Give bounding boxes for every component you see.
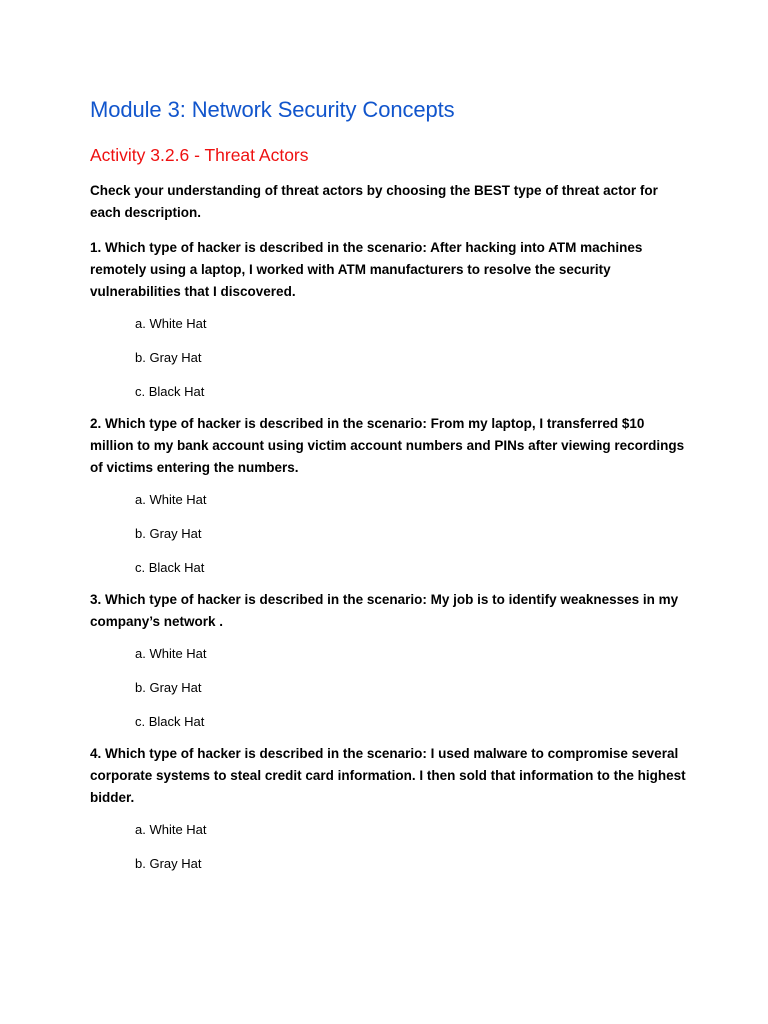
question-1 <box>90 237 690 400</box>
intro-text: Check your understanding of threat actors by choosing the BEST type of threat actor for each description. <box>90 183 658 220</box>
answer-options <box>90 316 690 400</box>
option-gray-hat[interactable]: b. Gray Hat <box>135 856 202 871</box>
option-white-hat[interactable]: a. White Hat <box>135 492 207 507</box>
activity-title: Activity 3.2.6 - Threat Actors <box>90 145 309 165</box>
answer-options <box>90 822 690 872</box>
question-text: 1. Which type of hacker is described in the scenario: After hacking into ATM machines remotely using a laptop, I worked with ATM manufacturers to resolve the security vulnerabilities that I discovered. <box>90 240 643 299</box>
option-black-hat[interactable]: c. Black Hat <box>135 384 205 399</box>
option-white-hat[interactable]: a. White Hat <box>135 646 207 661</box>
option-gray-hat[interactable]: b. Gray Hat <box>135 680 202 695</box>
answer-options <box>90 492 690 576</box>
question-text: 4. Which type of hacker is described in the scenario: I used malware to compromise several corporate systems to steal credit card information. I then sold that information to the highest bidder. <box>90 746 686 805</box>
question-text: 3. Which type of hacker is described in the scenario: My job is to identify weaknesses in my company’s network . <box>90 592 679 629</box>
question-2 <box>90 413 690 576</box>
option-gray-hat[interactable]: b. Gray Hat <box>135 350 202 365</box>
answer-options <box>90 646 690 730</box>
option-gray-hat[interactable]: b. Gray Hat <box>135 526 202 541</box>
option-black-hat[interactable]: c. Black Hat <box>135 560 205 575</box>
option-white-hat[interactable]: a. White Hat <box>135 822 207 837</box>
document-page <box>90 96 690 872</box>
question-3 <box>90 589 690 730</box>
question-text: 2. Which type of hacker is described in the scenario: From my laptop, I transferred $10 million to my bank account using victim account numbers and PINs after viewing recordings of victims entering the numbers. <box>90 416 685 475</box>
option-white-hat[interactable]: a. White Hat <box>135 316 207 331</box>
option-black-hat[interactable]: c. Black Hat <box>135 714 205 729</box>
question-4 <box>90 743 690 872</box>
module-title: Module 3: Network Security Concepts <box>90 97 455 122</box>
